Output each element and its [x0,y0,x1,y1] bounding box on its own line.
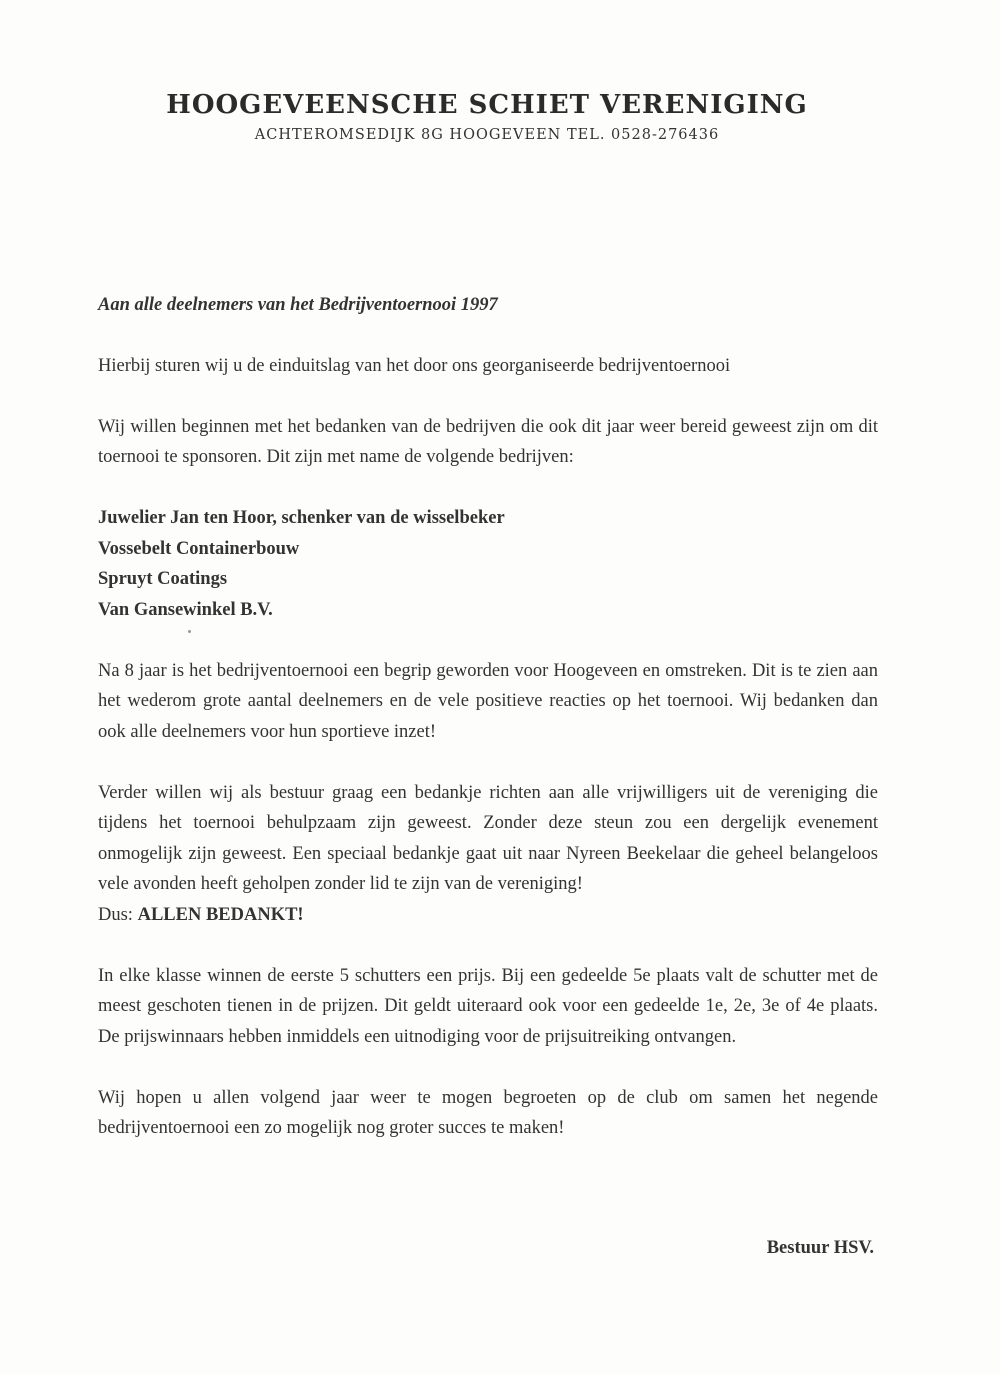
thanks-line [98,900,878,931]
intro-paragraph: Hierbij sturen wij u de einduitslag van het door ons georganiseerde bedrijventoernooi [98,355,731,376]
letter-greeting: Aan alle deelnemers van het Bedrijventoernooi 1997 [98,295,498,315]
club-address: ACHTEROMSEDIJK 8G HOOGEVEEN TEL. 0528-276436 [254,127,720,143]
sponsor-intro-paragraph: Wij willen beginnen met het bedanken van de bedrijven die ook dit jaar weer bereid geweest zijn om dit toernooi te sponsoren. Dit zijn met name de volgende bedrijven: [98,416,878,467]
history-paragraph: Na 8 jaar is het bedrijventoernooi een begrip geworden voor Hoogeveen en omstreken. Dit is te zien aan het wederom grote aantal deelnemers en de vele positieve reacties op het toernooi. Wij bedanken dan ook alle deelnemers voor hun sportieve inzet! [98,660,878,742]
list-item: Vossebelt Containerbouw [98,538,300,559]
prizes-paragraph: In elke klasse winnen de eerste 5 schutters een prijs. Bij een gedeelde 5e plaats valt de schutter met de meest geschoten tienen in de prijzen. Dit geldt uiteraard ook voor een gedeelde 1e, 2e, 3e of 4e plaats. De prijswinnaars hebben inmiddels een uitnodiging voor de prijsuitreiking ontvangen. [98,965,878,1047]
letter-body [98,290,878,1174]
list-item: Juwelier Jan ten Hoor, schenker van de wisselbeker [98,508,505,528]
thanks-prefix: Dus: [98,904,138,925]
closing-paragraph: Wij hopen u allen volgend jaar weer te mogen begroeten op de club om samen het negende bedrijventoernooi een zo mogelijk nog groter succes te maken! [98,1087,878,1138]
club-name: HOOGEVEENSCHE SCHIET VERENIGING [166,90,808,120]
letterhead [0,88,1000,146]
list-item: Spruyt Coatings [98,569,228,589]
sponsor-list [98,503,878,625]
signature: Bestuur HSV. [766,1238,874,1258]
scan-speck [188,630,191,633]
volunteers-paragraph: Verder willen wij als bestuur graag een bedankje richten aan alle vrijwilligers uit de vereniging die tijdens het toernooi behulpzaam zijn geweest. Zonder deze steun zou een dergelijk evenement onmogelijk zijn geweest. Een speciaal bedankje gaat uit naar Nyreen Beekelaar die geheel belangeloos vele avonden heeft geholpen zonder lid te zijn van de vereniging! [98,782,878,894]
thanks-strong: ALLEN BEDANKT! [137,904,304,925]
list-item: Van Gansewinkel B.V. [98,599,273,620]
